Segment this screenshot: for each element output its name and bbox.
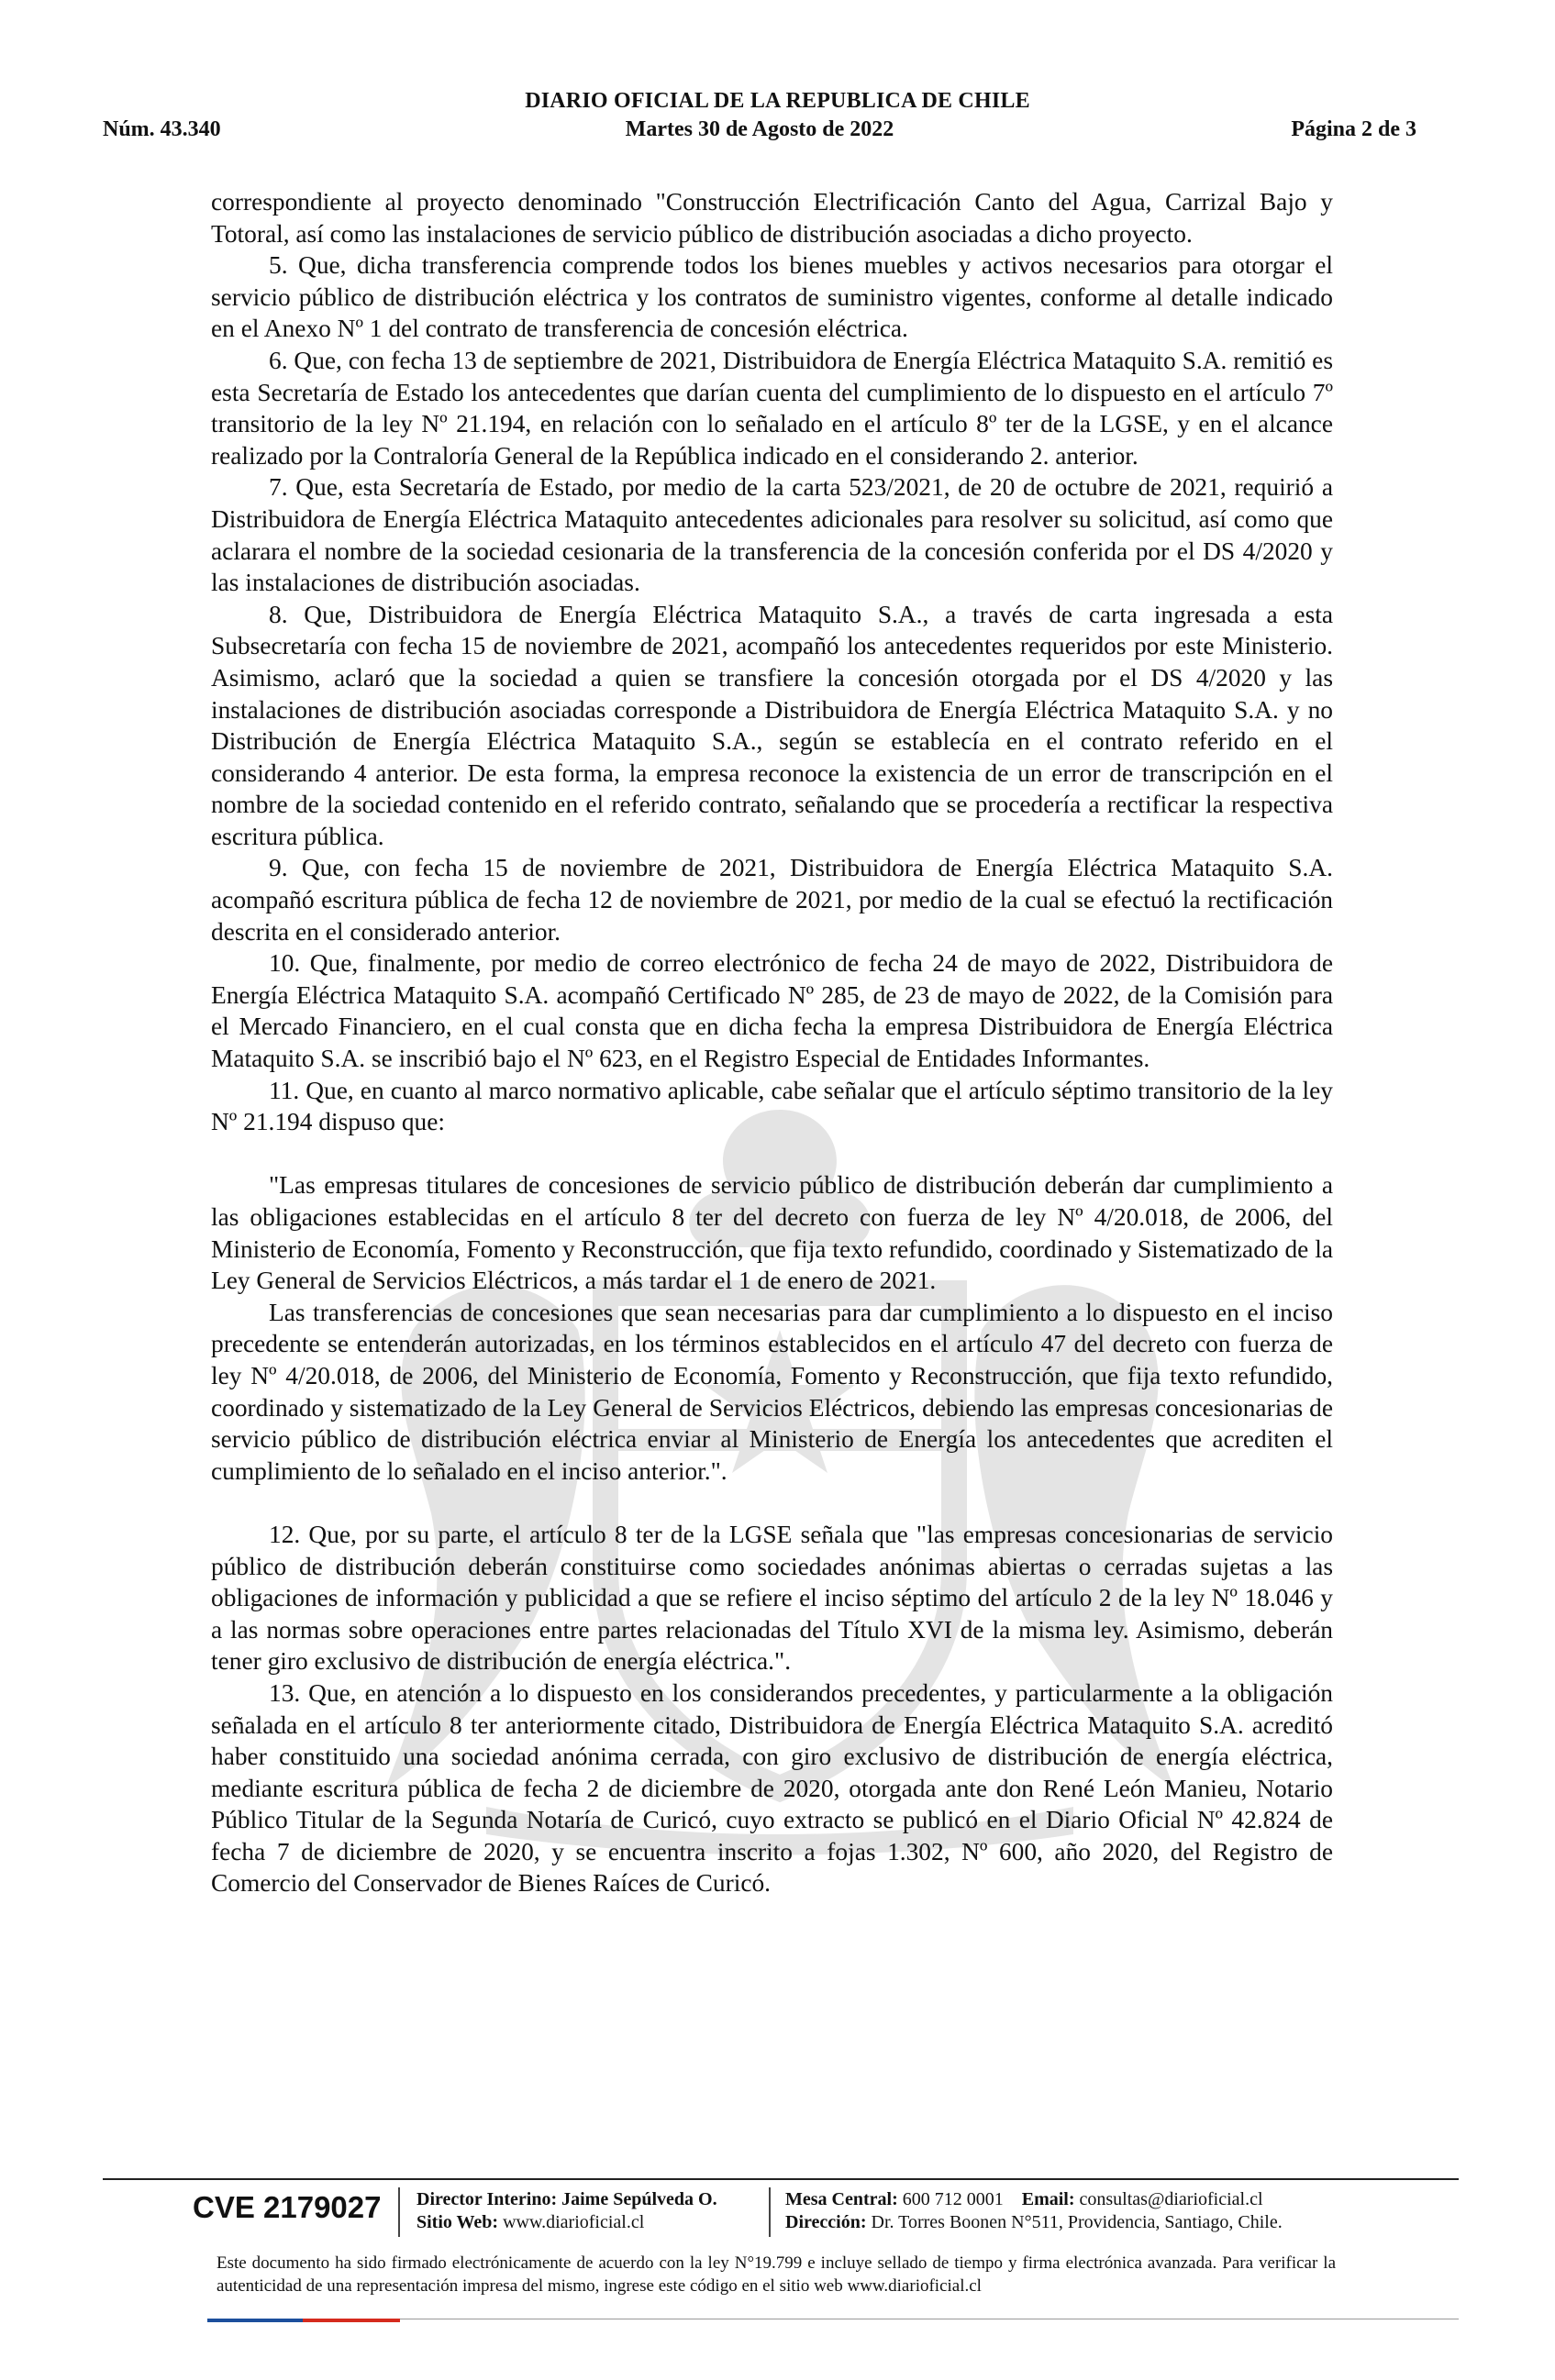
- quoted-law-paragraph-1: "Las empresas titulares de concesiones de servicio público de distribución deberán dar cumplimiento a las obligaciones establecidas en el artículo 8 ter del decreto con fuerza de ley Nº 4/20.018, de 2006, del Ministerio de Economía, Fomento y Reconstrucción, que fija texto refundido, coordinado y Sistematizado de la Ley General de Servicios Eléctricos, a más tardar el 1 de enero de 2021.: [211, 1171, 1333, 1295]
- page-number: Página 2 de 3: [1291, 117, 1416, 141]
- phone-label: Mesa Central:: [785, 2189, 898, 2209]
- flag-bar-red: [303, 2319, 400, 2322]
- issue-number: Núm. 43.340: [103, 117, 221, 141]
- paragraph-7: 7. Que, esta Secretaría de Estado, por medio de la carta 523/2021, de 20 de octubre de 2021, requirió a Distribuidora de Energía Eléctrica Mataquito antecedentes adicionales para resolver su solicitud, así como que aclarara el nombre de la sociedad cesionaria de la transferencia de la concesión conferida por el DS 4/2020 y las instalaciones de distribución asociadas.: [211, 473, 1333, 597]
- email-link[interactable]: consultas@diarioficial.cl: [1079, 2189, 1263, 2209]
- paragraph-12: 12. Que, por su parte, el artículo 8 ter de la LGSE señala que "las empresas concesionarias de servicio público de distribución deberán constituirse como sociedades anónimas abiertas o cerradas sujetas a las obligaciones de información y publicidad a que se refiere el inciso séptimo del artículo 2 de la ley Nº 18.046 y a las normas sobre operaciones entre partes relacionadas del Título XVI de la misma ley. Asimismo, deberán tener giro exclusivo de distribución de energía eléctrica.".: [211, 1520, 1333, 1676]
- flag-bar-blue: [207, 2319, 303, 2322]
- publication-title: DIARIO OFICIAL DE LA REPUBLICA DE CHILE: [525, 89, 1030, 113]
- paragraph-13: 13. Que, en atención a lo dispuesto en los considerandos precedentes, y particularmente a la obligación señalada en el artículo 8 ter anteriormente citado, Distribuidora de Energía Eléctrica Mataquito S.A. acreditó haber constituido una sociedad anónima cerrada, con giro exclusivo de distribución de energía eléctrica, mediante escritura pública de fecha 2 de diciembre de 2020, otorgada ante don René León Manieu, Notario Público Titular de la Segunda Notaría de Curicó, cuyo extracto se publicó en el Diario Oficial Nº 42.824 de fecha 7 de diciembre de 2020, y se encuentra inscrito a fojas 1.302, Nº 600, año 2020, del Registro de Comercio del Conservador de Bienes Raíces de Curicó.: [211, 1678, 1333, 1898]
- document-body: [211, 186, 1333, 1899]
- paragraph-9: 9. Que, con fecha 15 de noviembre de 2021, Distribuidora de Energía Eléctrica Mataquito S.A. acompañó escritura pública de fecha 12 de noviembre de 2021, por medio de la cual se efectuó la rectificación descrita en el considerado anterior.: [211, 854, 1333, 946]
- footer-divider: [103, 2178, 1459, 2180]
- address-label: Dirección:: [785, 2212, 867, 2232]
- email-label: Email:: [1021, 2189, 1075, 2209]
- electronic-signature-notice: Este documento ha sido firmado electrónicamente de acuerdo con la ley N°19.799 e incluye sellado de tiempo y firma electrónica avanzada. Para verificar la autenticidad de una representación impresa del mismo, ingrese este código en el sitio web www.diarioficial.cl: [217, 2253, 1336, 2296]
- website-link[interactable]: www.diarioficial.cl: [503, 2212, 645, 2232]
- quoted-law-paragraph-2: Las transferencias de concesiones que sean necesarias para dar cumplimiento a lo dispuesto en el inciso precedente se entenderán autorizadas, en los términos establecidos en el artículo 47 del decreto con fuerza de ley Nº 4/20.018, de 2006, del Ministerio de Economía, Fomento y Reconstrucción, que fija texto refundido, coordinado y sistematizado de la Ley General de Servicios Eléctricos, debiendo las empresas concesionarias de servicio público de distribución eléctrica enviar al Ministerio de Energía los antecedentes que acrediten el cumplimiento de lo señalado en el inciso anterior.".: [211, 1298, 1333, 1485]
- phone-number: 600 712 0001: [902, 2189, 1004, 2209]
- paragraph-5: 5. Que, dicha transferencia comprende todos los bienes muebles y activos necesarios para otorgar el servicio público de distribución eléctrica y los contratos de suministro vigentes, conforme al detalle indicado en el Anexo Nº 1 del contrato de transferencia de concesión eléctrica.: [211, 251, 1333, 343]
- header-row: [103, 117, 1416, 142]
- website-label: Sitio Web:: [417, 2212, 499, 2232]
- footer-separator: [769, 2187, 771, 2237]
- cve-code: CVE 2179027: [193, 2190, 382, 2224]
- paragraph-continuation: correspondiente al proyecto denominado "Construcción Electrificación Canto del Agua, Carrizal Bajo y Totoral, así como las instalaciones de servicio público de distribución asociadas a dicho proyecto.: [211, 188, 1333, 248]
- issue-date: Martes 30 de Agosto de 2022: [625, 117, 894, 141]
- paragraph-6: 6. Que, con fecha 13 de septiembre de 2021, Distribuidora de Energía Eléctrica Mataquito S.A. remitió es esta Secretaría de Estado los antecedentes que darían cuenta del cumplimiento de lo dispuesto en el artículo 7º transitorio de la ley Nº 21.194, en relación con lo señalado en el artículo 8º ter de la LGSE, y en el alcance realizado por la Contraloría General de la República indicado en el considerando 2. anterior.: [211, 346, 1333, 470]
- director-label: Director Interino:: [417, 2189, 558, 2209]
- paragraph-8: 8. Que, Distribuidora de Energía Eléctrica Mataquito S.A., a través de carta ingresada a esta Subsecretaría con fecha 15 de noviembre de 2021, acompañó los antecedentes requeridos por este Ministerio. Asimismo, aclaró que la sociedad a quien se transfiere la concesión otorgada por el DS 4/2020 y las instalaciones de distribución asociadas corresponde a Distribuidora de Energía Eléctrica Mataquito S.A. y no Distribución de Energía Eléctrica Mataquito S.A., según se establecía en el contrato referido en el considerando 4 anterior. De esta forma, la empresa reconoce la existencia de un error de transcripción en el nombre de la sociedad contenido en el referido contrato, señalando que se procedería a rectificar la respectiva escritura pública.: [211, 600, 1333, 850]
- footer-director-block: [417, 2188, 717, 2234]
- address-value: Dr. Torres Boonen N°511, Providencia, Santiago, Chile.: [871, 2212, 1283, 2232]
- footer-contact-block: [785, 2188, 1283, 2234]
- director-name: Jaime Sepúlveda O.: [561, 2189, 717, 2209]
- paragraph-10: 10. Que, finalmente, por medio de correo electrónico de fecha 24 de mayo de 2022, Distribuidora de Energía Eléctrica Mataquito S.A. acompañó Certificado Nº 285, de 23 de mayo de 2022, de la Comisión para el Mercado Financiero, en el cual consta que en dicha fecha la empresa Distribuidora de Energía Eléctrica Mataquito S.A. se inscribió bajo el Nº 623, en el Registro Especial de Entidades Informantes.: [211, 949, 1333, 1073]
- footer-separator: [398, 2187, 400, 2237]
- paragraph-11: 11. Que, en cuanto al marco normativo aplicable, cabe señalar que el artículo séptimo transitorio de la ley Nº 21.194 dispuso que:: [211, 1076, 1333, 1136]
